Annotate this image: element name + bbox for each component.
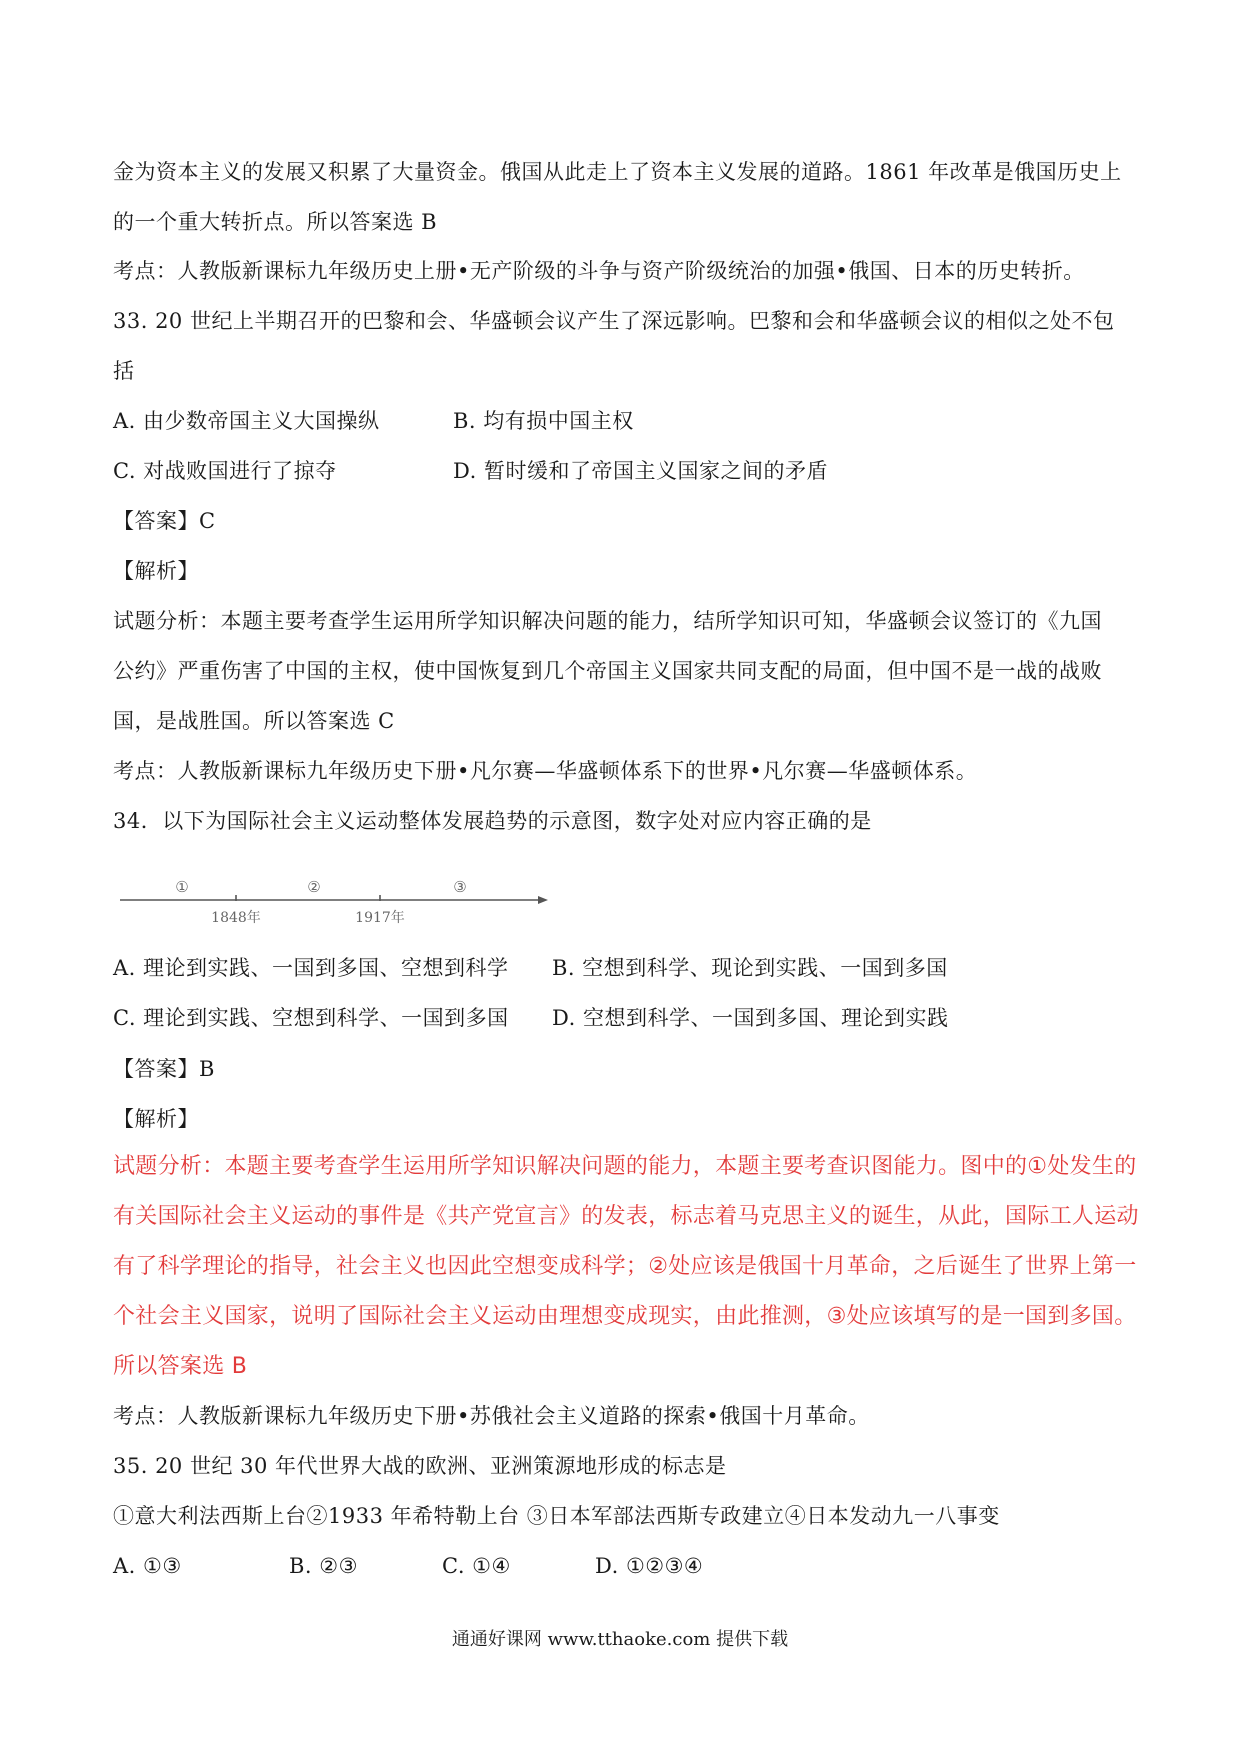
q34-analysis-line-4: 个社会主义国家，说明了国际社会主义运动由理想变成现实，由此推测，③处应该填写的是一国到多国。 [113, 1304, 1137, 1329]
q33-option-c: C. 对战败国进行了掠夺 [113, 459, 337, 483]
q33-option-b: B. 均有损中国主权 [453, 409, 634, 433]
q35-option-d: D. ①②③④ [595, 1554, 704, 1578]
timeline-mark-1: ① [175, 878, 189, 896]
q33-option-a: A. 由少数帝国主义大国操纵 [113, 409, 380, 433]
timeline-year-1917: 1917年 [355, 910, 405, 926]
q33-stem-line-1: 33. 20 世纪上半期召开的巴黎和会、华盛顿会议产生了深远影响。巴黎和会和华盛顿会议的相似之处不包 [113, 309, 1115, 333]
q34-stem: 34．以下为国际社会主义运动整体发展趋势的示意图，数字处对应内容正确的是 [113, 809, 872, 833]
timeline-mark-3: ③ [453, 878, 467, 896]
timeline-mark-2: ② [307, 878, 321, 896]
timeline-svg [118, 868, 558, 928]
prev-kaodian: 考点：人教版新课标九年级历史上册•无产阶级的斗争与资产阶级统治的加强•俄国、日本的历史转折。 [113, 259, 1085, 283]
q33-analysis-line-3: 国，是战胜国。所以答案选 C [113, 709, 395, 733]
q33-stem-line-2: 括 [113, 359, 135, 383]
q34-analysis-line-5: 所以答案选 B [113, 1354, 248, 1379]
q33-jiexi-heading: 【解析】 [113, 559, 199, 583]
q35-option-c: C. ①④ [442, 1554, 511, 1578]
timeline-arrow-icon [538, 896, 548, 904]
q35-option-b: B. ②③ [289, 1554, 358, 1578]
q33-analysis-line-2: 公约》严重伤害了中国的主权，使中国恢复到几个帝国主义国家共同支配的局面，但中国不是一战的战败 [113, 659, 1102, 683]
q34-analysis-line-1: 试题分析：本题主要考查学生运用所学知识解决问题的能力，本题主要考查识图能力。图中的①处发生的 [113, 1154, 1137, 1179]
q34-option-c: C. 理论到实践、空想到科学、一国到多国 [113, 1006, 509, 1030]
timeline-year-1848: 1848年 [211, 910, 261, 926]
prev-analysis-line-2: 的一个重大转折点。所以答案选 B [113, 210, 438, 234]
q34-answer: 【答案】B [113, 1057, 215, 1081]
prev-analysis-line-1: 金为资本主义的发展又积累了大量资金。俄国从此走上了资本主义发展的道路。1861 年改革是俄国历史上 [113, 160, 1122, 184]
q33-kaodian: 考点：人教版新课标九年级历史下册•凡尔赛—华盛顿体系下的世界•凡尔赛—华盛顿体系。 [113, 759, 978, 783]
q34-analysis-line-3: 有了科学理论的指导，社会主义也因此空想变成科学；②处应该是俄国十月革命，之后诞生了世界上第一 [113, 1254, 1137, 1279]
q35-stem: 35. 20 世纪 30 年代世界大战的欧洲、亚洲策源地形成的标志是 [113, 1454, 727, 1478]
q33-option-d: D. 暂时缓和了帝国主义国家之间的矛盾 [453, 459, 828, 483]
q34-timeline-diagram [118, 868, 558, 928]
page-footer: 通通好课网 www.tthaoke.com 提供下载 [451, 1629, 789, 1650]
q34-jiexi-heading: 【解析】 [113, 1107, 199, 1131]
q34-option-b: B. 空想到科学、现论到实践、一国到多国 [552, 956, 948, 980]
q34-kaodian: 考点：人教版新课标九年级历史下册•苏俄社会主义道路的探索•俄国十月革命。 [113, 1404, 870, 1428]
q33-answer: 【答案】C [113, 509, 216, 533]
q35-items: ①意大利法西斯上台②1933 年希特勒上台 ③日本军部法西斯专政建立④日本发动九一八事变 [113, 1504, 1000, 1528]
q34-option-a: A. 理论到实践、一国到多国、空想到科学 [113, 956, 509, 980]
q33-analysis-line-1: 试题分析：本题主要考查学生运用所学知识解决问题的能力，结所学知识可知，华盛顿会议签订的《九国 [113, 609, 1102, 633]
q34-option-d: D. 空想到科学、一国到多国、理论到实践 [552, 1006, 949, 1030]
q35-option-a: A. ①③ [113, 1554, 182, 1578]
q34-analysis-line-2: 有关国际社会主义运动的事件是《共产党宣言》的发表，标志着马克思主义的诞生，从此，国际工人运动 [113, 1204, 1139, 1229]
